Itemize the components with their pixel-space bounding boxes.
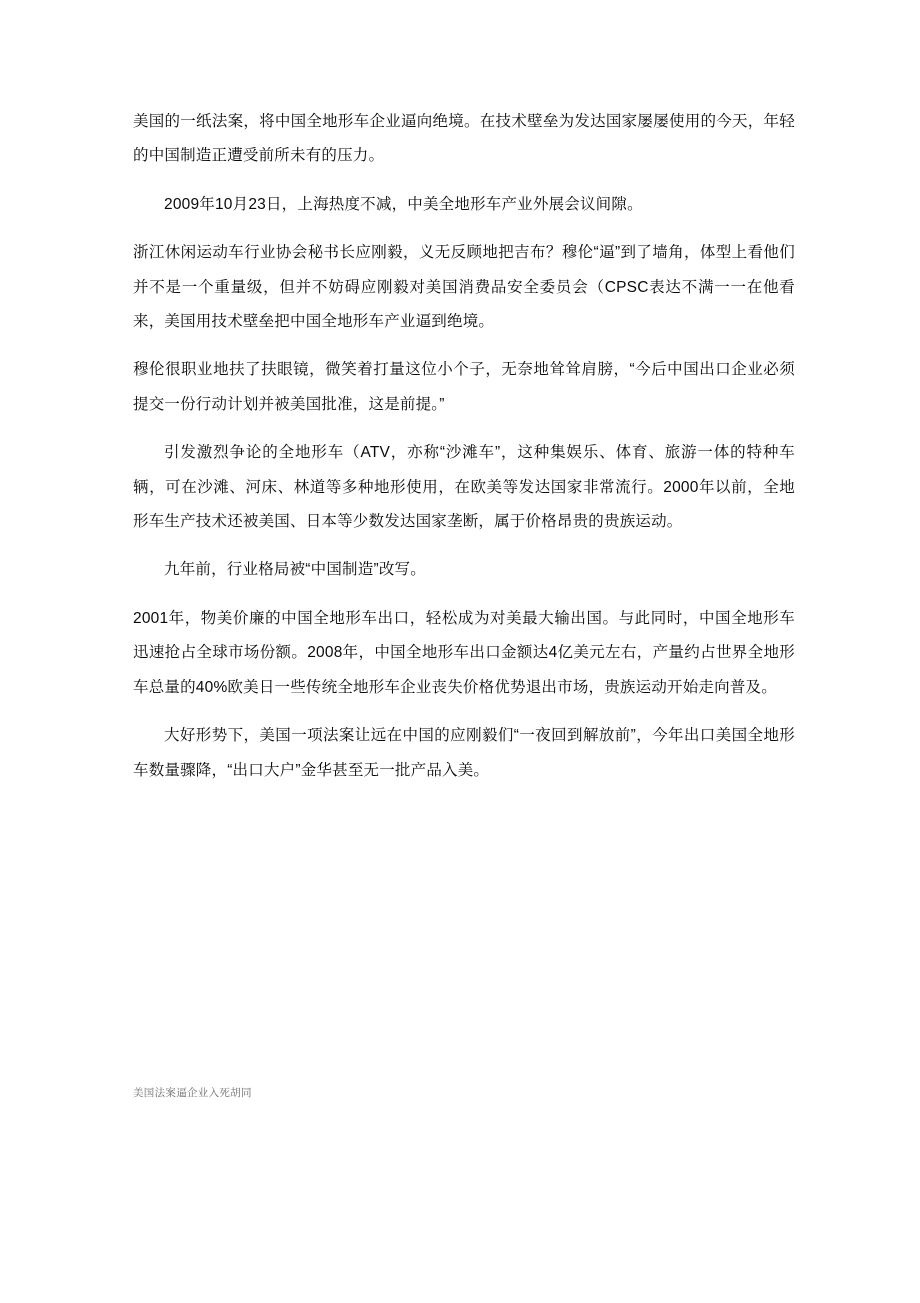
paragraph-2: 2009年10月23日，上海热度不减，中美全地形车产业外展会议间隙。 (164, 195, 643, 213)
paragraph-6: 九年前，行业格局被“中国制造”改写。 (164, 561, 426, 579)
footer-note: 美国法案逼企业入死胡同 (133, 1087, 252, 1099)
paragraph-3: 浙江休闲运动车行业协会秘书长应刚毅，义无反顾地把吉布？穆伦“逼”到了墙角，体型上看他们并不是一个重量级，但并不妨碍应刚毅对美国消费品安全委员会（CPSC表达不满一一在他看来，美国用技术壁垒把中国全地形车产业逼到绝境。 (133, 244, 795, 331)
paragraph-1: 美国的一纸法案，将中国全地形车企业逼向绝境。在技术壁垒为发达国家屡屡使用的今天，年轻的中国制造正遭受前所未有的压力。 (133, 113, 795, 165)
paragraph-4: 穆伦很职业地扶了扶眼镜，微笑着打量这位小个子，无奈地耸耸肩膀，“今后中国出口企业必须提交一份行动计划并被美国批准，这是前提。” (133, 361, 795, 413)
paragraph-7: 2001年，物美价廉的中国全地形车出口，轻松成为对美最大输出国。与此同时，中国全地形车迅速抢占全球市场份额。2008年，中国全地形车出口金额达4亿美元左右，产量约占世界全地形车总量的40%欧美日一些传统全地形车企业丧失价格优势退出市场，贵族运动开始走向普及。 (133, 609, 795, 696)
paragraph-8: 大好形势下，美国一项法案让远在中国的应刚毅们“一夜回到解放前”，今年出口美国全地形车数量骤降，“出口大户”金华甚至无一批产品入美。 (133, 727, 795, 779)
document-body (133, 105, 795, 800)
paragraph-5: 引发激烈争论的全地形车（ATV，亦称“沙滩车”，这种集娱乐、体育、旅游一体的特种车辆，可在沙滩、河床、林道等多种地形使用，在欧美等发达国家非常流行。2000年以前，全地形车生产技术还被美国、日本等少数发达国家垄断，属于价格昂贵的贵族运动。 (133, 444, 795, 531)
